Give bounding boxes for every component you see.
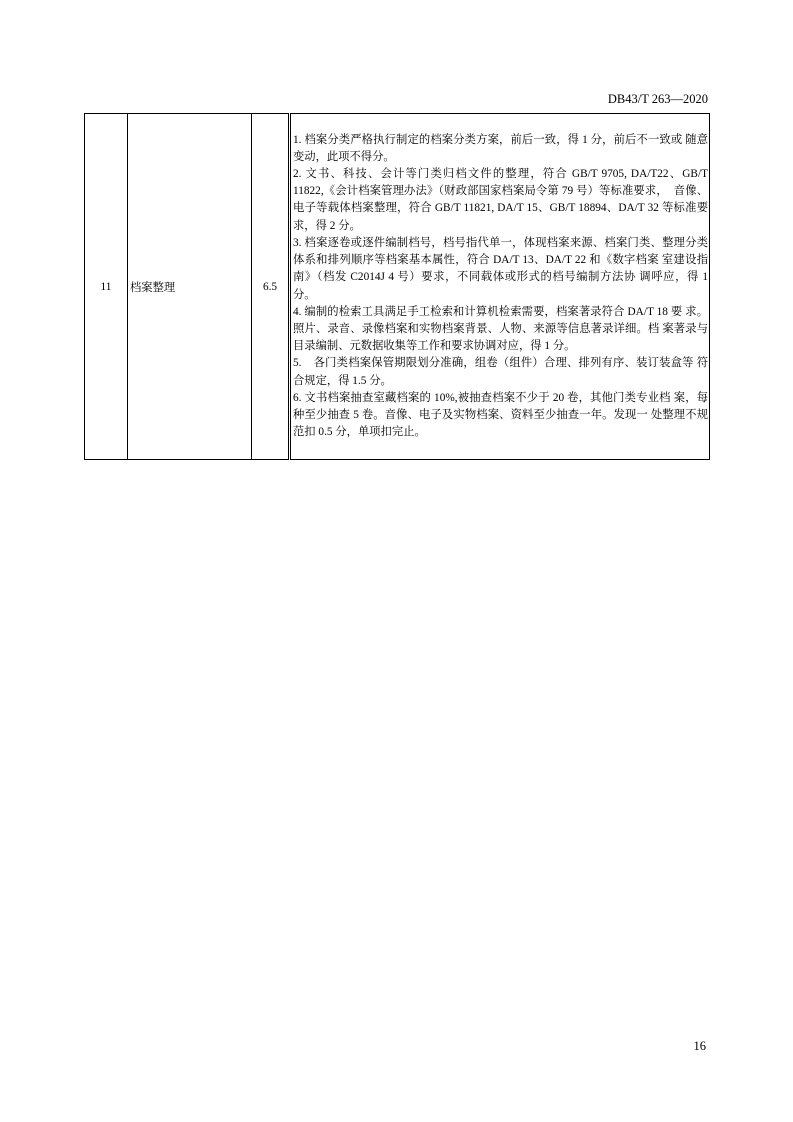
criteria-item-3: 3. 档案逐卷或逐件编制档号，档号指代单一，体现档案来源、档案门类、整理分类体系和排列顺序等档案基本属性，符合 DA/T 13、DA/T 22 和《数字档案 室建设指南》（档发 C2014J 4 号）要求，不同载体或形式的档号编制方法协 调呼应，得 1 分。 — [293, 236, 711, 301]
criteria-item-4: 4. 编制的检索工具满足手工检索和计算机检索需要，档案著录符合 DA/T 18 要 求。照片、录音、录像档案和实物档案背景、人物、来源等信息著录详细。档 案著录与目录编制、元数据收集等工作和要求协调对应，得 1 分。 — [293, 305, 708, 353]
row-criteria-cell — [290, 114, 710, 460]
criteria-item-1: 1. 档案分类严格执行制定的档案分类方案，前后一致，得 1 分，前后不一致或 随意变动，此项不得分。 — [293, 133, 708, 163]
criteria-item-2: 2. 文书、科技、会计等门类归档文件的整理，符合 GB/T 9705, DA/T22、GB/T 11822,《会计档案管理办法》（财政部国家档案局令第 79 号）等标准要求， 音像、电子等载体档案整理，符合 GB/T 11821, DA/T 15、GB/T 18894、DA/T 32 等标准要求，得 2 分。 — [293, 168, 711, 232]
criteria-item-6: 6. 文书档案抽查室藏档案的 10%,被抽查档案不少于 20 卷，其他门类专业档 案，每种至少抽查 5 卷。音像、电子及实物档案、资料至少抽查一年。发现一 处整理不规范扣 0.5 分，单项扣完止。 — [293, 391, 708, 439]
document-code-header: DB43/T 263—2020 — [607, 92, 708, 106]
row-score-cell: 6.5 — [252, 114, 290, 460]
table-row — [85, 114, 710, 460]
evaluation-table — [84, 113, 710, 460]
row-item-cell: 档案整理 — [128, 114, 252, 460]
row-index-cell: 11 — [85, 114, 128, 460]
page-number: 16 — [693, 1039, 706, 1053]
criteria-item-5: 5. 各门类档案保管期限划分准确，组卷（组件）合理、排列有序、装订装盒等 符合规定，得 1.5 分。 — [293, 357, 708, 387]
